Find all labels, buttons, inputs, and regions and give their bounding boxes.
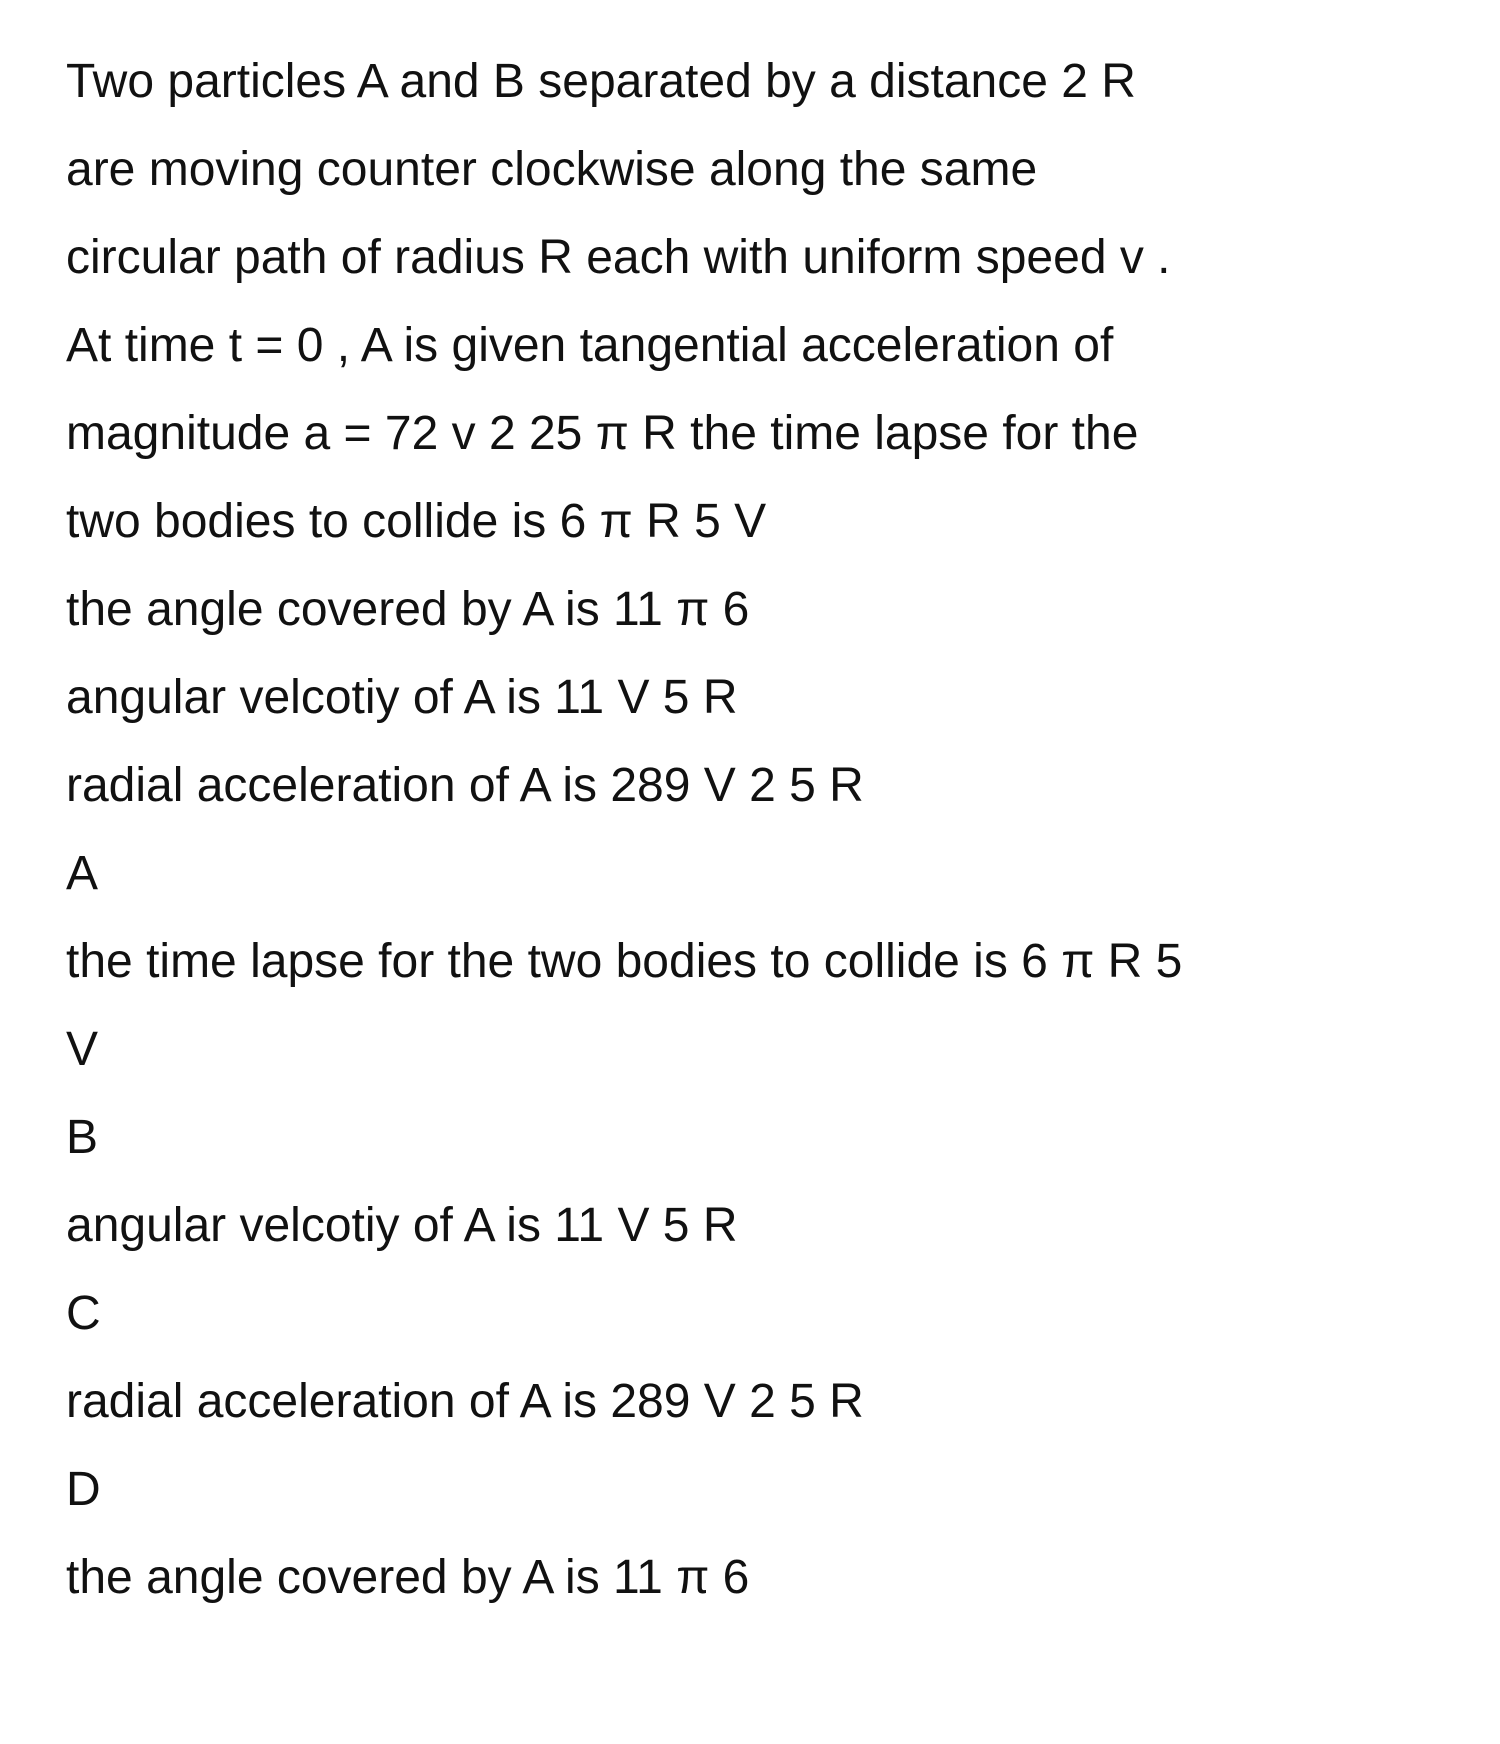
option-text: the angle covered by A is 11 π 6	[66, 1551, 750, 1604]
option-d[interactable]	[66, 1446, 1466, 1622]
option-letter: D	[66, 1463, 101, 1516]
question-document	[66, 38, 1466, 1622]
option-text: V	[66, 1023, 99, 1076]
option-text: the time lapse for the two bodies to collide is 6 π R 5	[66, 935, 1183, 988]
question-line: radial acceleration of A is 289 V 2 5 R	[66, 759, 864, 812]
option-text: angular velcotiy of A is 11 V 5 R	[66, 1199, 738, 1252]
question-line: angular velcotiy of A is 11 V 5 R	[66, 671, 738, 724]
option-letter: A	[66, 847, 99, 900]
option-b[interactable]	[66, 1094, 1466, 1270]
question-line: are moving counter clockwise along the same	[66, 143, 1038, 196]
question-line: magnitude a = 72 v 2 25 π R the time lapse for the	[66, 407, 1139, 460]
question-line: two bodies to collide is 6 π R 5 V	[66, 495, 767, 548]
question-line: circular path of radius R each with uniform speed v .	[66, 231, 1171, 284]
option-text: radial acceleration of A is 289 V 2 5 R	[66, 1375, 864, 1428]
question-text	[66, 38, 1466, 830]
option-a[interactable]	[66, 830, 1466, 1094]
question-line: At time t = 0 , A is given tangential acceleration of	[66, 319, 1114, 372]
question-line: Two particles A and B separated by a distance 2 R	[66, 55, 1136, 108]
option-letter: C	[66, 1287, 101, 1340]
option-c[interactable]	[66, 1270, 1466, 1446]
option-letter: B	[66, 1111, 99, 1164]
question-line: the angle covered by A is 11 π 6	[66, 583, 750, 636]
